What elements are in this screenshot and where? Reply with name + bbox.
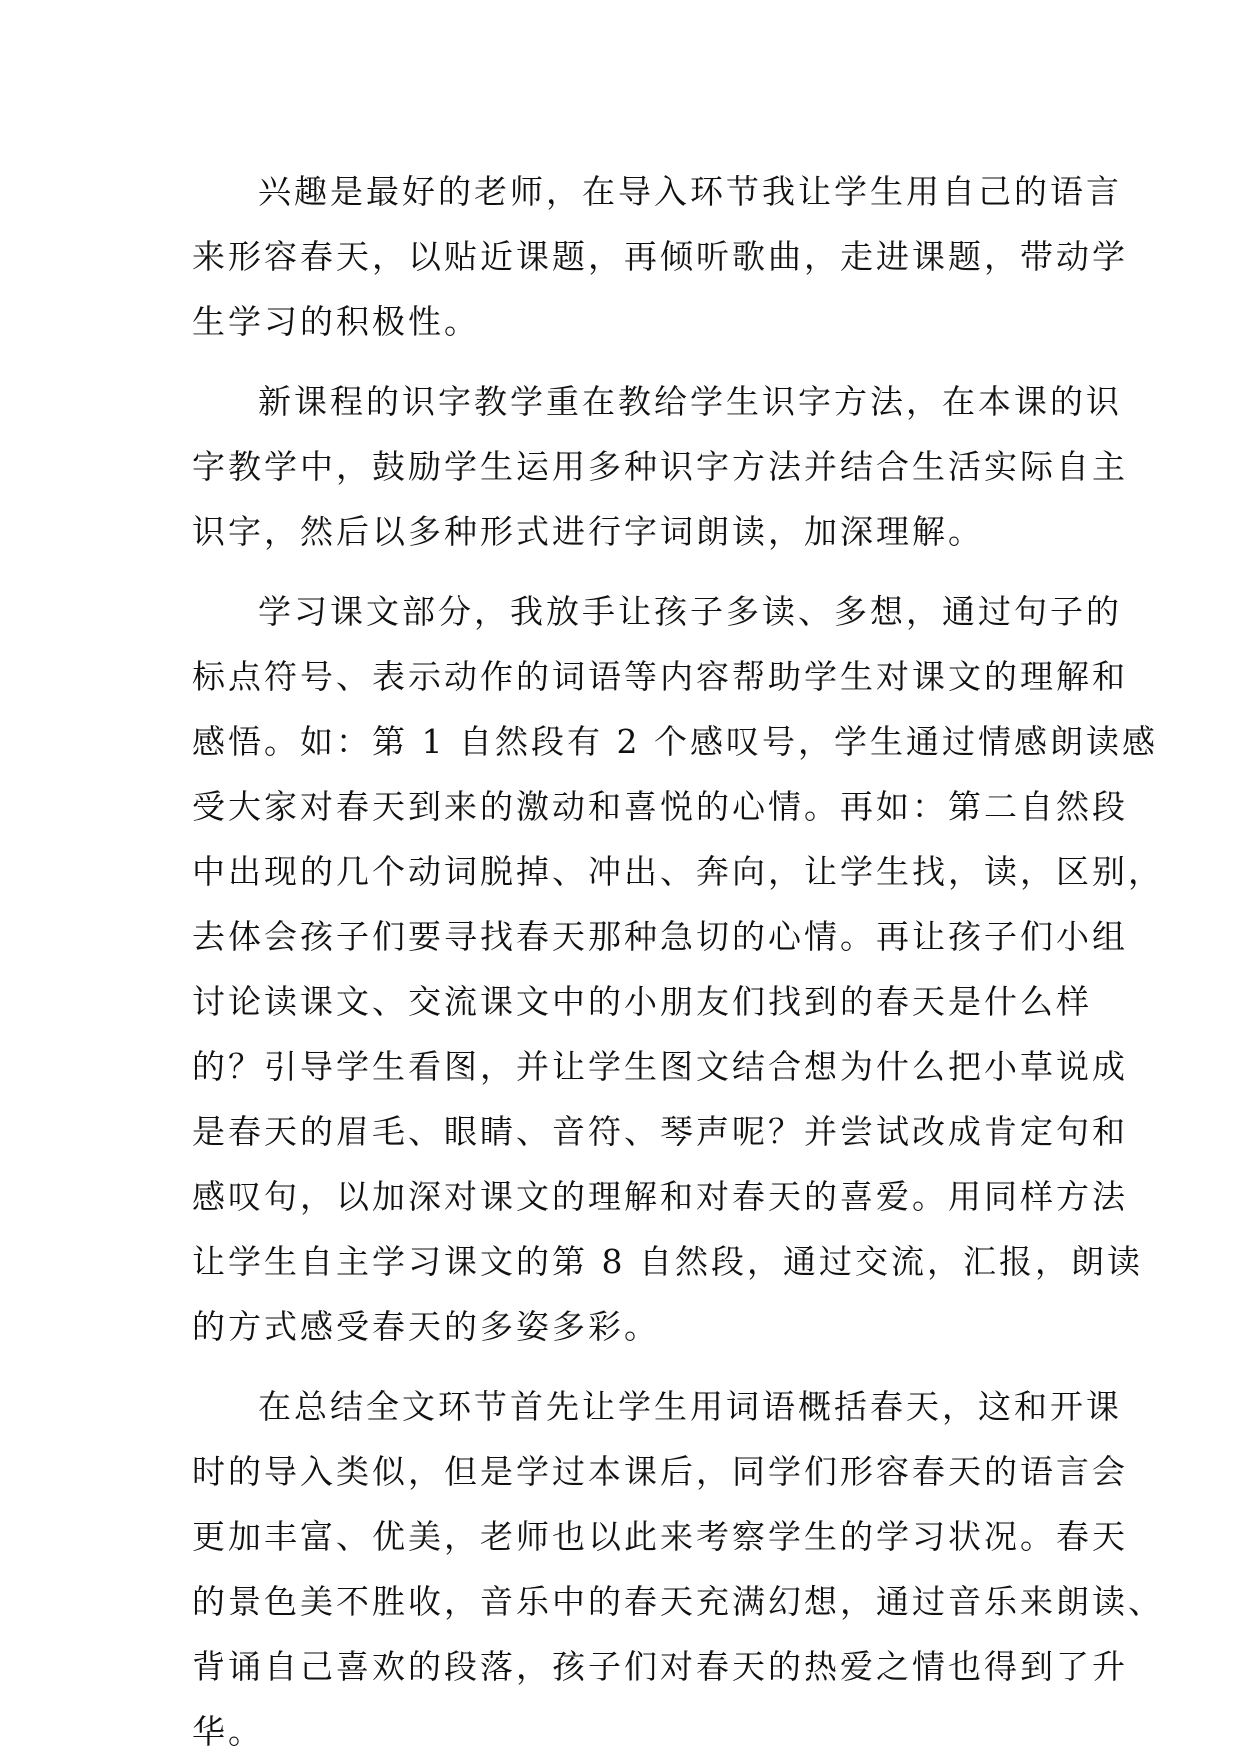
paragraph-line: 受大家对春天到来的激动和喜悦的心情。再如：第二自然段: [192, 787, 1128, 826]
paragraph-line: 中出现的几个动词脱掉、冲出、奔向，让学生找，读，区别，: [192, 852, 1164, 891]
paragraph-spacer: [192, 1359, 1042, 1374]
paragraph-line: 是春天的眉毛、眼睛、音符、琴声呢？并尝试改成肯定句和: [192, 1112, 1128, 1151]
paragraph-2: [192, 369, 1128, 564]
paragraph-3: [192, 579, 1164, 1359]
paragraph-spacer: [192, 354, 1042, 369]
paragraph-line: 的景色美不胜收，音乐中的春天充满幻想，通过音乐来朗读、: [192, 1582, 1164, 1621]
paragraph-line: 生学习的积极性。: [192, 302, 480, 341]
paragraph-line: 的？引导学生看图，并让学生图文结合想为什么把小草说成: [192, 1047, 1128, 1086]
paragraph-line: 字教学中，鼓励学生运用多种识字方法并结合生活实际自主: [192, 447, 1128, 486]
paragraph-line: 新课程的识字教学重在教给学生识字方法，在本课的识: [258, 382, 1122, 421]
paragraph-line: 讨论读课文、交流课文中的小朋友们找到的春天是什么样: [192, 982, 1092, 1021]
paragraph-line: 让学生自主学习课文的第 8 自然段，通过交流，汇报，朗读: [192, 1242, 1143, 1281]
paragraph-line: 背诵自己喜欢的段落，孩子们对春天的热爱之情也得到了升: [192, 1647, 1128, 1686]
paragraph-line: 在总结全文环节首先让学生用词语概括春天，这和开课: [258, 1387, 1122, 1426]
paragraph-line: 华。: [192, 1712, 264, 1751]
paragraph-line: 感悟。如：第 1 自然段有 2 个感叹号，学生通过情感朗读感: [192, 722, 1158, 761]
paragraph-line: 更加丰富、优美，老师也以此来考察学生的学习状况。春天: [192, 1517, 1128, 1556]
paragraph-spacer: [192, 564, 1042, 579]
paragraph-line: 学习课文部分，我放手让孩子多读、多想，通过句子的: [258, 592, 1122, 631]
paragraph-line: 感叹句，以加深对课文的理解和对春天的喜爱。用同样方法: [192, 1177, 1128, 1216]
paragraph-line: 的方式感受春天的多姿多彩。: [192, 1307, 660, 1346]
document-body: [192, 159, 1164, 1764]
paragraph-1: [192, 159, 1128, 354]
paragraph-line: 去体会孩子们要寻找春天那种急切的心情。再让孩子们小组: [192, 917, 1128, 956]
paragraph-4: [192, 1374, 1164, 1764]
paragraph-line: 来形容春天，以贴近课题，再倾听歌曲，走进课题，带动学: [192, 237, 1128, 276]
paragraph-line: 识字，然后以多种形式进行字词朗读，加深理解。: [192, 512, 984, 551]
paragraph-line: 时的导入类似，但是学过本课后，同学们形容春天的语言会: [192, 1452, 1128, 1491]
paragraph-line: 兴趣是最好的老师，在导入环节我让学生用自己的语言: [258, 172, 1122, 211]
paragraph-line: 标点符号、表示动作的词语等内容帮助学生对课文的理解和: [192, 657, 1128, 696]
